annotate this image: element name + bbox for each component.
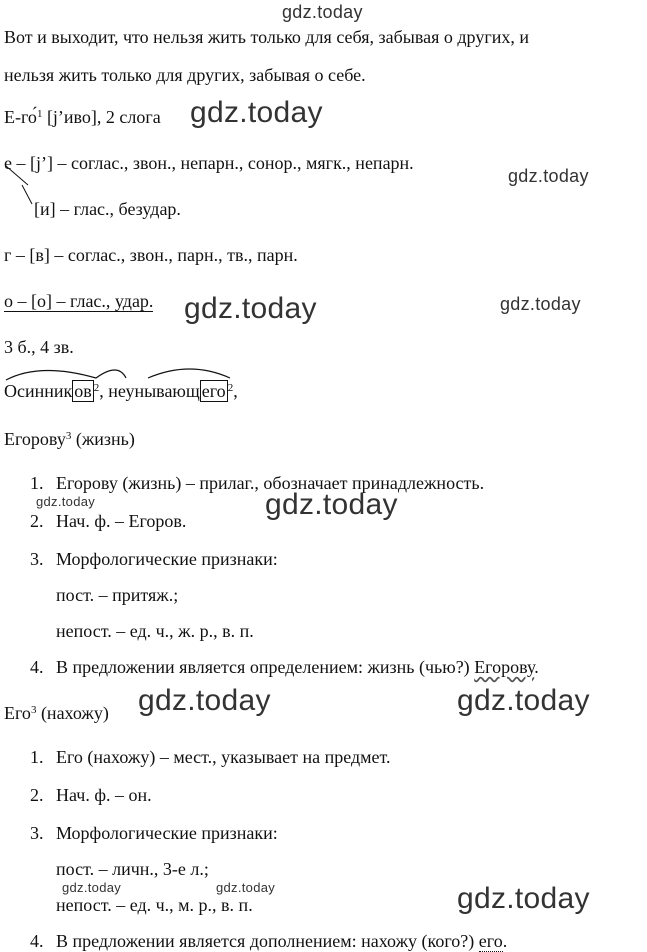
phonetic-row-text: о – [о] – глас., удар. (4, 291, 154, 311)
section-sup: 3 (30, 704, 37, 716)
morpheme-root: унывающ (125, 381, 200, 401)
watermark: gdz.today (62, 880, 122, 895)
item-text: Морфологические признаки: (56, 823, 278, 843)
item-number: 4. (30, 657, 44, 677)
section-word: Егорову (4, 429, 66, 449)
phonetic-word: Е-го́ (4, 107, 37, 127)
section-heading (4, 702, 109, 724)
item-number: 3. (30, 549, 44, 569)
item-period: . (502, 931, 508, 951)
item-number: 1. (30, 747, 44, 767)
item-number: 1. (30, 473, 44, 493)
morpheme-ending: его (201, 381, 226, 401)
list-item (30, 510, 186, 532)
morpheme-ending: ов (74, 381, 92, 401)
morpheme-prefix: не (108, 381, 126, 401)
section-heading (4, 428, 135, 450)
watermark: gdz.today (282, 2, 363, 22)
watermark: gdz.today (36, 494, 96, 509)
watermark: gdz.today (457, 882, 590, 915)
phonetic-row: [и] – глас., безудар. (34, 199, 181, 219)
morphemic-sep: , (99, 381, 109, 401)
item-text: В предложении является дополнением: нахожу (кого?) (56, 931, 479, 951)
watermark: gdz.today (457, 684, 590, 717)
item-number: 4. (30, 931, 44, 951)
item-text: Нач. ф. – Егоров. (56, 511, 187, 531)
item-text: Его (нахожу) – мест., указывает на предмет. (56, 747, 391, 767)
item-text: В предложении является определением: жизнь (чью?) (56, 657, 475, 677)
list-subitem: пост. – притяж.; (56, 585, 179, 605)
morpheme-root: Осинник (4, 381, 73, 401)
sentence-member-word: Егорову (474, 657, 535, 677)
sentence-member-word: его (478, 931, 503, 951)
item-number: 3. (30, 823, 44, 843)
phonetic-row: г – [в] – соглас., звон., парн., тв., парн. (4, 245, 298, 265)
morphemic-line (4, 380, 238, 402)
watermark: gdz.today (265, 488, 398, 521)
watermark: gdz.today (190, 96, 323, 129)
list-item (30, 472, 484, 494)
list-item (30, 784, 152, 806)
phonetic-row: е – [j’] – соглас., звон., непарн., сонор., мягк., непарн. (4, 153, 414, 173)
list-subitem: непост. – ед. ч., м. р., в. п. (56, 895, 253, 915)
item-number: 2. (30, 785, 44, 805)
item-number: 2. (30, 511, 44, 531)
item-text: Нач. ф. – он. (56, 785, 152, 805)
watermark: gdz.today (216, 880, 276, 895)
phonetic-sup: 1 (36, 108, 43, 120)
section-context: (нахожу) (36, 703, 109, 723)
intro-line-1: Вот и выходит, что нельзя жить только для себя, забывая о других, и (4, 27, 529, 47)
list-item (30, 746, 391, 768)
list-item (30, 548, 278, 570)
section-word: Его (4, 703, 31, 723)
phonetic-summary: 3 б., 4 зв. (4, 337, 74, 357)
item-text: Морфологические признаки: (56, 549, 278, 569)
list-item (30, 930, 507, 952)
section-context: (жизнь) (71, 429, 135, 449)
morphemic-sup: 2 (93, 382, 100, 394)
watermark: gdz.today (184, 292, 317, 325)
morphemic-sup: 2 (227, 382, 234, 394)
list-item (30, 822, 278, 844)
phonetic-row (4, 290, 153, 312)
item-period: . (534, 657, 539, 677)
watermark: gdz.today (500, 294, 581, 314)
section-sup: 3 (65, 430, 72, 442)
watermark: gdz.today (138, 684, 271, 717)
item-text: Егорову (жизнь) – прилаг., обозначает принадлежность. (56, 473, 485, 493)
intro-line-2: нельзя жить только для других, забывая о себе. (4, 65, 366, 85)
morphemic-trail: , (233, 381, 238, 401)
list-subitem: пост. – личн., 3-е л.; (56, 859, 209, 879)
list-item (30, 656, 539, 678)
phonetic-transcription: [j’иво], 2 слога (42, 107, 161, 127)
watermark: gdz.today (508, 166, 589, 186)
list-subitem: непост. – ед. ч., ж. р., в. п. (56, 621, 254, 641)
